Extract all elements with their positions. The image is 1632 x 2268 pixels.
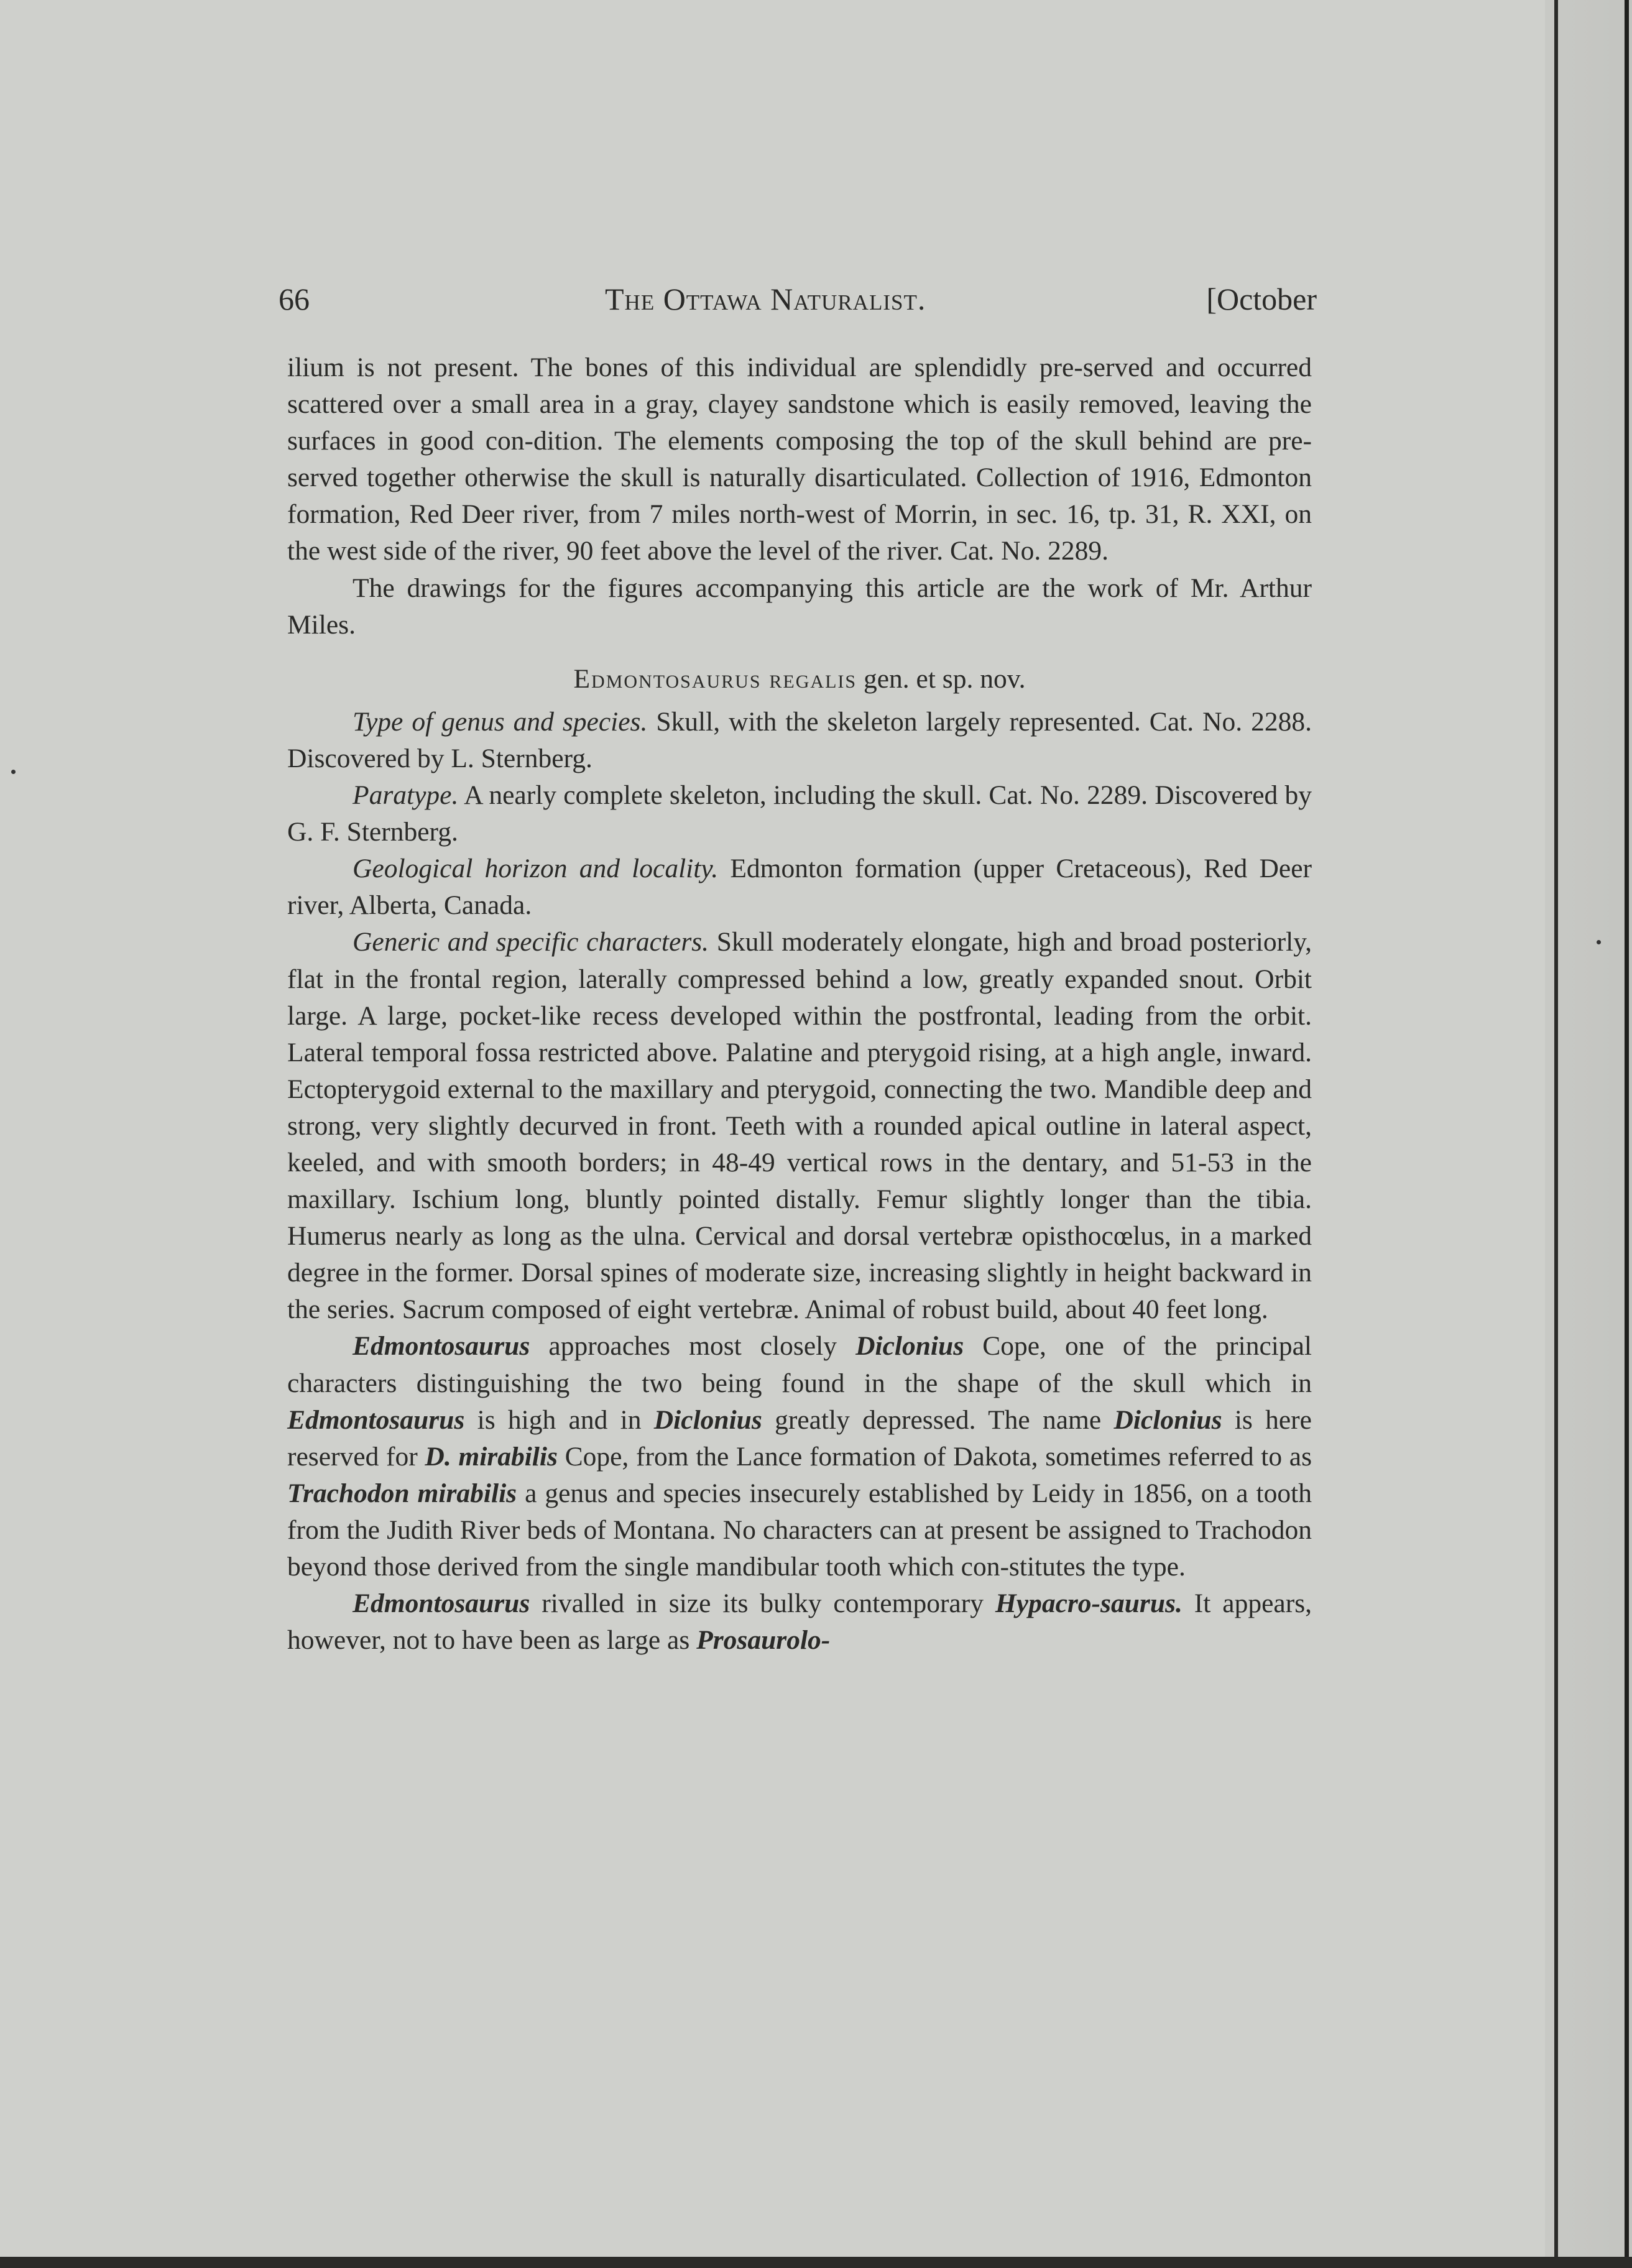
article-body xyxy=(287,349,1312,1659)
paragraph-comparison: Edmontosaurus approaches most closely Diclonius Cope, one of the principal characters distinguishing the two being found in the shape of the skull which in Edmontosaurus is high and in Diclonius greatly depressed. The name Diclonius is here reserved for D. mirabilis Cope, from the Lance formation of Dakota, sometimes referred to as Trachodon mirabilis a genus and species insecurely established by Leidy in 1856, on a tooth from the Judith River beds of Montana. No characters can at present be assigned to Trachodon beyond those derived from the single mandibular tooth which con-stitutes the type. xyxy=(287,1331,1312,1582)
paragraph-characters: Generic and specific characters. Skull moderately elongate, high and broad posteriorly, flat in the frontal region, laterally compressed behind a low, greatly expanded snout. Orbit large. A large, pocket-like recess developed within the postfrontal, leading from the orbit. Lateral temporal fossa restricted above. Palatine and pterygoid rising, at a high angle, inward. Ectopterygoid external to the maxillary and pterygoid, connecting the two. Mandible deep and strong, very slightly decurved in front. Teeth with a rounded apical outline in lateral aspect, keeled, and with smooth borders; in 48-49 vertical rows in the dentary, and 51-53 in the maxillary. Ischium long, bluntly pointed distally. Femur slightly longer than the tibia. Humerus nearly as long as the ulna. Cervical and dorsal vertebræ opisthocœlus, in a marked degree in the former. Dorsal spines of moderate size, increasing slightly in height backward in the series. Sacrum composed of eight vertebræ. Animal of robust build, about 40 feet long. xyxy=(287,927,1312,1325)
scan-margin-shade xyxy=(1545,0,1632,2268)
paragraph-label: Generic and specific characters. xyxy=(353,927,709,957)
paragraph-size: Edmontosaurus rivalled in size its bulky contemporary Hypacro-saurus. It appears, however, not to have been as large as Prosaurolo- xyxy=(287,1588,1312,1656)
taxon-status: gen. et sp. nov. xyxy=(857,663,1026,694)
page-edge-line xyxy=(1554,0,1558,2268)
journal-title: The Ottawa Naturalist. xyxy=(605,282,926,316)
paragraph-specimen-description: ilium is not present. The bones of this individual are splendidly pre-served and occurred scattered over a small area in a gray, clayey sandstone which is easily removed, leaving the surfaces in good con-dition. The elements composing the top of the skull behind are pre-served together otherwise the skull is naturally disarticulated. Collection of 1916, Edmonton formation, Red Deer river, from 7 miles north-west of Morrin, in sec. 16, tp. 31, R. XXI, on the west side of the river, 90 feet above the level of the river. Cat. No. 2289. xyxy=(287,353,1312,566)
scan-speck xyxy=(11,770,16,774)
scan-border-right xyxy=(1625,0,1629,2268)
section-heading xyxy=(287,661,1312,698)
paragraph-horizon: Geological horizon and locality. Edmonton formation (upper Cretaceous), Red Deer river, Alberta, Canada. xyxy=(287,854,1312,921)
taxon-name: Edmontosaurus regalis xyxy=(573,663,857,694)
scan-speck xyxy=(1597,940,1601,944)
scan-border-bottom xyxy=(0,2257,1632,2268)
running-head xyxy=(279,277,1317,321)
page-number: 66 xyxy=(279,282,310,316)
issue-month: [October xyxy=(1206,282,1317,316)
paragraph-label: Geological horizon and locality. xyxy=(353,854,719,884)
paragraph-label: Type of genus and species. xyxy=(353,706,648,737)
paragraph-type: Type of genus and species. Skull, with the skeleton largely represented. Cat. No. 2288. Discovered by L. Sternberg. xyxy=(287,706,1312,773)
paragraph-label: Paratype. xyxy=(353,780,459,811)
paragraph-drawings-credit: The drawings for the figures accompanying this article are the work of Mr. Arthur Miles. xyxy=(287,573,1312,640)
paragraph-paratype: Paratype. A nearly complete skeleton, including the skull. Cat. No. 2289. Discovered by G. F. Sternberg. xyxy=(287,780,1312,847)
